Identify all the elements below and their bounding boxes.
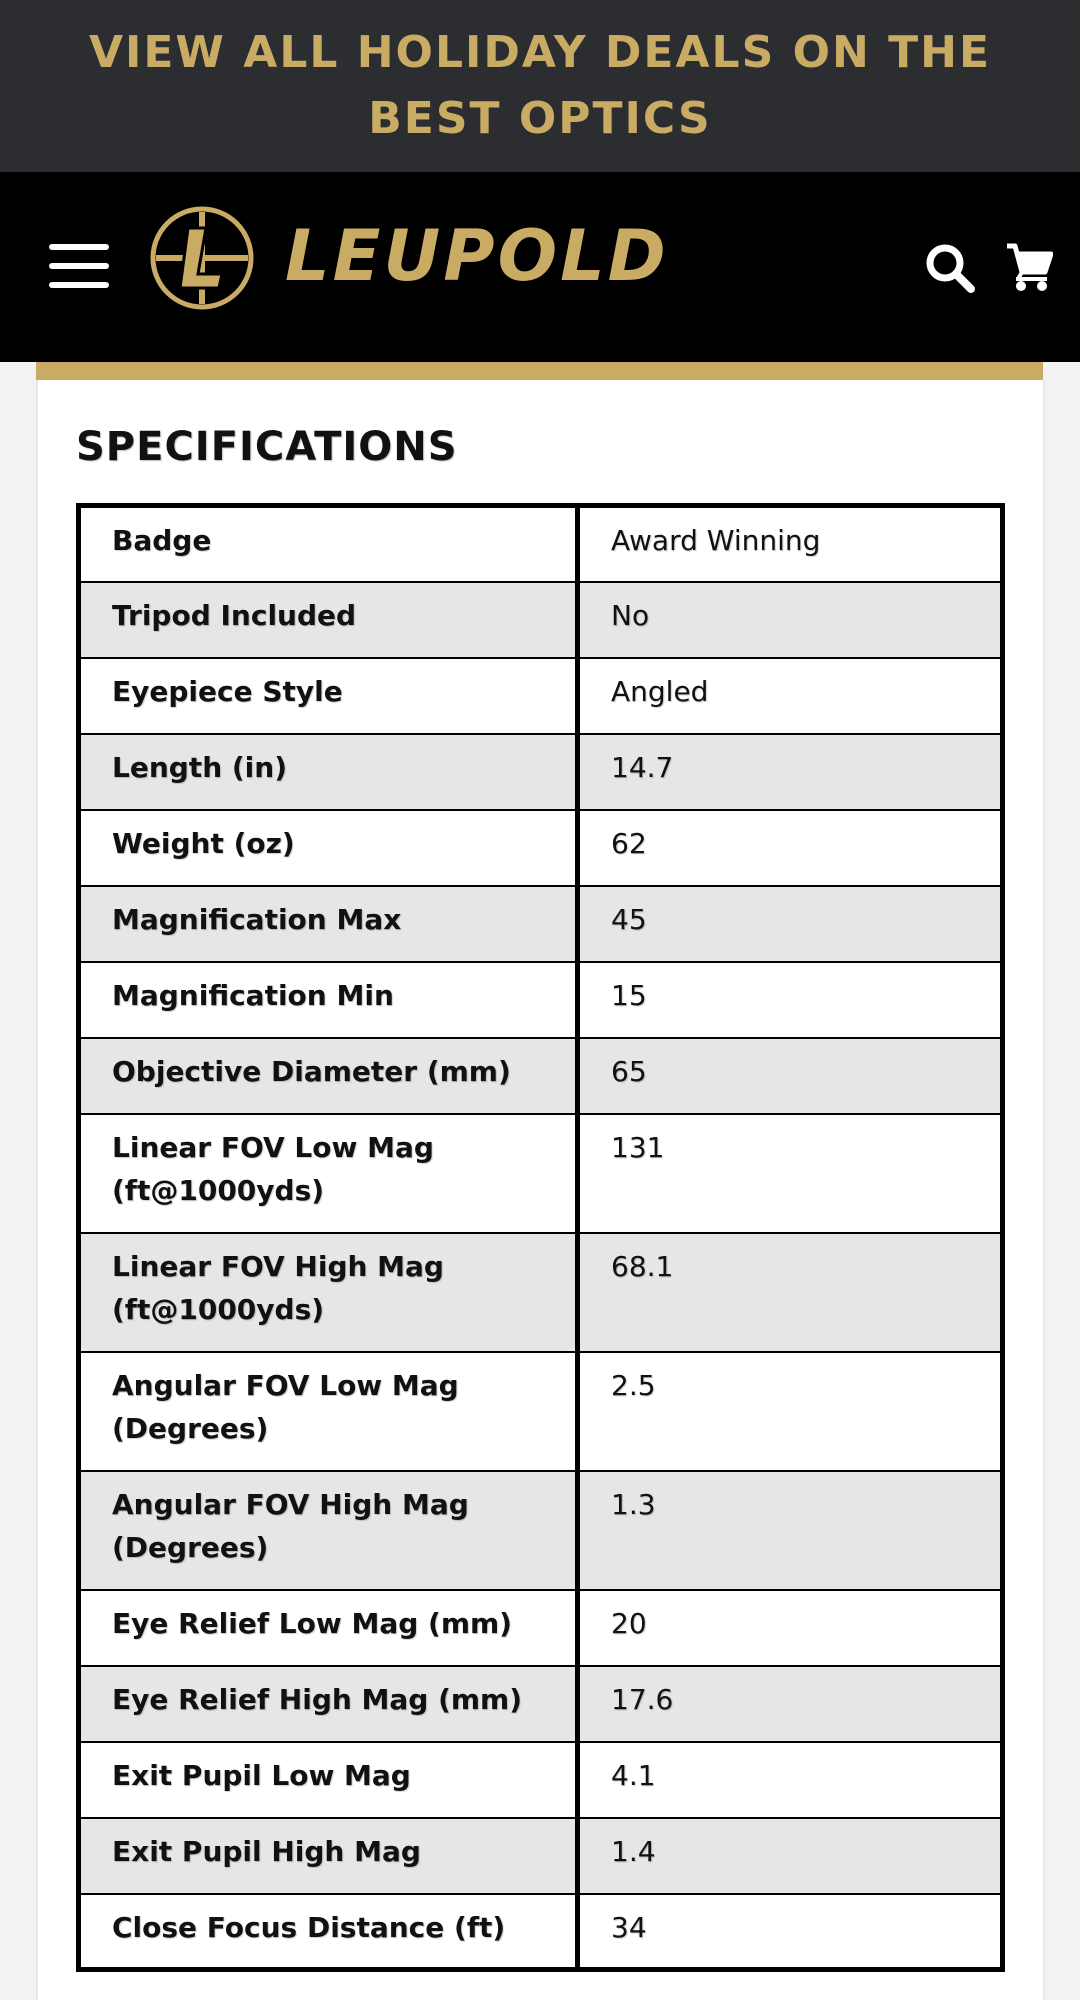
- leupold-reticle-logo-icon[interactable]: [148, 204, 256, 312]
- spec-label: Eye Relief Low Mag (mm): [79, 1590, 578, 1666]
- spec-value: 15: [578, 962, 1003, 1038]
- spec-value: 65: [578, 1038, 1003, 1114]
- spec-label: Length (in): [79, 734, 578, 810]
- spec-value: 20: [578, 1590, 1003, 1666]
- spec-label: Tripod Included: [79, 582, 578, 658]
- spec-label: Angular FOV Low Mag (Degrees): [79, 1352, 578, 1471]
- spec-label: Close Focus Distance (ft): [79, 1894, 578, 1970]
- table-row: [79, 1590, 1003, 1666]
- hamburger-icon[interactable]: [49, 244, 109, 288]
- spec-value: No: [578, 582, 1003, 658]
- spec-value: Award Winning: [578, 506, 1003, 582]
- table-row: [79, 658, 1003, 734]
- spec-label: Linear FOV High Mag (ft@1000yds): [79, 1233, 578, 1352]
- table-row: [79, 1233, 1003, 1352]
- spec-label: Linear FOV Low Mag (ft@1000yds): [79, 1114, 578, 1233]
- spec-value: 4.1: [578, 1742, 1003, 1818]
- spec-value: 62: [578, 810, 1003, 886]
- table-row: [79, 1352, 1003, 1471]
- table-row: [79, 1666, 1003, 1742]
- spec-label: Exit Pupil High Mag: [79, 1818, 578, 1894]
- table-row: [79, 1038, 1003, 1114]
- spec-value: 14.7: [578, 734, 1003, 810]
- spec-value: 68.1: [578, 1233, 1003, 1352]
- spec-label: Eyepiece Style: [79, 658, 578, 734]
- table-row: [79, 582, 1003, 658]
- brand-wordmark[interactable]: LEUPOLD: [285, 215, 669, 297]
- table-row: [79, 1471, 1003, 1590]
- spec-value: 2.5: [578, 1352, 1003, 1471]
- spec-label: Angular FOV High Mag (Degrees): [79, 1471, 578, 1590]
- table-row: [79, 1742, 1003, 1818]
- table-row: [79, 810, 1003, 886]
- spec-value: 1.4: [578, 1818, 1003, 1894]
- table-row: [79, 886, 1003, 962]
- spec-label: Magnification Min: [79, 962, 578, 1038]
- spec-value: 34: [578, 1894, 1003, 1970]
- table-row: [79, 962, 1003, 1038]
- spec-value: 45: [578, 886, 1003, 962]
- table-row: [79, 1818, 1003, 1894]
- specifications-table: [76, 503, 1005, 1972]
- cart-icon[interactable]: [1005, 242, 1053, 292]
- table-row: [79, 506, 1003, 582]
- table-row: [79, 1114, 1003, 1233]
- promo-banner-text[interactable]: VIEW ALL HOLIDAY DEALS ON THE BEST OPTICS: [88, 27, 992, 144]
- spec-label: Weight (oz): [79, 810, 578, 886]
- spec-label: Objective Diameter (mm): [79, 1038, 578, 1114]
- accent-bar: [36, 362, 1043, 380]
- spec-label: Exit Pupil Low Mag: [79, 1742, 578, 1818]
- section-title: SPECIFICATIONS: [76, 424, 458, 470]
- spec-value: 17.6: [578, 1666, 1003, 1742]
- promo-banner[interactable]: [0, 0, 1080, 172]
- spec-label: Eye Relief High Mag (mm): [79, 1666, 578, 1742]
- search-icon[interactable]: [924, 242, 976, 294]
- spec-value: 131: [578, 1114, 1003, 1233]
- table-row: [79, 734, 1003, 810]
- spec-value: Angled: [578, 658, 1003, 734]
- table-row: [79, 1894, 1003, 1970]
- spec-value: 1.3: [578, 1471, 1003, 1590]
- spec-label: Badge: [79, 506, 578, 582]
- spec-label: Magnification Max: [79, 886, 578, 962]
